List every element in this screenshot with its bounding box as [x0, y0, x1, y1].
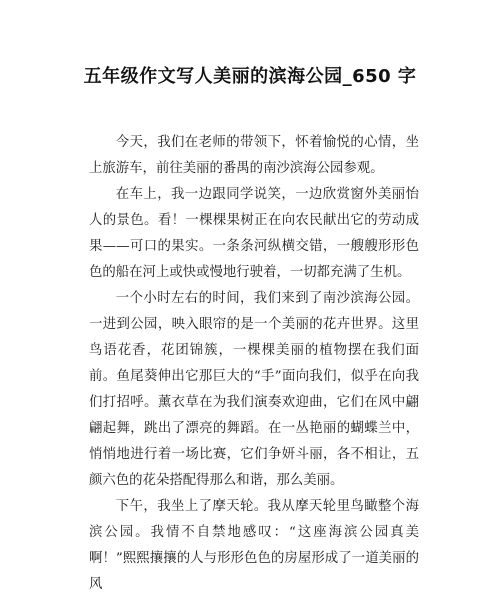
document-title: 五年级作文写人美丽的滨海公园_650 字: [83, 66, 417, 87]
document-body: [89, 130, 419, 598]
paragraph-3: 一个小时左右的时间，我们来到了南沙滨海公园。一进到公园，映入眼帘的是一个美丽的花卉世界。这里鸟语花香，花团锦簇，一棵棵美丽的植物摆在我们面前。鱼尾葵伸出它那巨大的“手”面向我们，似乎在向我们打招呼。薰衣草在为我们演奏欢迎曲，它们在风中翩翩起舞，跳出了漂亮的舞蹈。在一丛艳丽的蝴蝶兰中，悄悄地进行着一场比赛，它们争妍斗丽，各不相让，五颜六色的花朵搭配得那么和谐，那么美丽。: [89, 291, 419, 488]
paragraph-4: 下午，我坐上了摩天轮。我从摩天轮里鸟瞰整个海滨公园。我情不自禁地感叹：“这座海滨公园真美啊！”熙熙攘攘的人与形形色色的房屋形成了一道美丽的风: [89, 499, 419, 592]
paragraph-2: 在车上，我一边跟同学说笑，一边欣赏窗外美丽怡人的景色。看！一棵棵果树正在向农民献出它的劳动成果——可口的果实。一条条河纵横交错，一艘艘形形色色的船在河上或快或慢地行驶着，一切都充满了生机。: [89, 187, 419, 280]
paragraph-1: 今天，我们在老师的带领下，怀着愉悦的心情，坐上旅游车，前往美丽的番禺的南沙滨海公园参观。: [89, 135, 419, 176]
